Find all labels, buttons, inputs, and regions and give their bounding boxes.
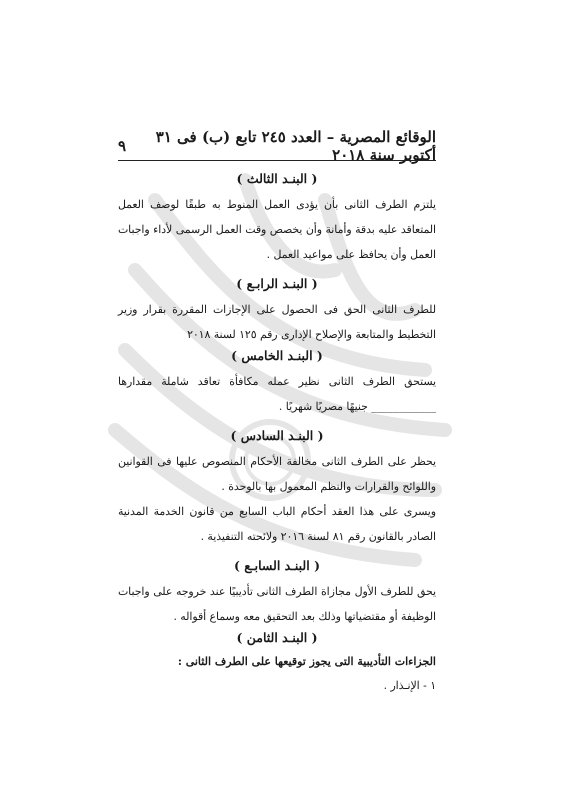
section-heading: ( البنـد الخامس ) bbox=[231, 348, 323, 363]
section-paragraph: يحظر على الطرف الثانى مخالفة الأحكام المنصوص عليها فى القوانين واللوائح والقرارات والنظم المعمول بها بالوحدة . bbox=[118, 455, 436, 493]
header-title: الوقائع المصرية – العدد ٢٤٥ تابع (ب) فى ٣١ أكتوبر سنة ٢٠١٨ bbox=[155, 128, 436, 164]
page-header bbox=[118, 128, 436, 164]
section-heading: ( البنـد الرابـع ) bbox=[236, 276, 318, 291]
document-body bbox=[118, 170, 436, 698]
page-number: ٩ bbox=[118, 137, 127, 155]
section-heading: ( البنـد السابـع ) bbox=[234, 558, 320, 573]
section-paragraph: يلتزم الطرف الثانى بأن يؤدى العمل المنوط به طبقًا لوصف العمل المتعاقد عليه بدقة وأمانة وأن يخصص وقت العمل الرسمى لأداء واجبات العمل وأن يحافظ على مواعيد العمل . bbox=[118, 198, 436, 261]
section-subheading: الجزاءات التأديبية التى يجوز توقيعها على الطرف الثانى : bbox=[177, 655, 436, 668]
header-divider bbox=[118, 160, 436, 161]
section-paragraph: ويسرى على هذا العقد أحكام الباب السابع من قانون الخدمة المدنية الصادر بالقانون رقم ٨١ لسنة ٢٠١٦ ولائحته التنفيذية . bbox=[118, 505, 436, 543]
section-paragraph: للطرف الثانى الحق فى الحصول على الإجازات المقررة بقرار وزير التخطيط والمتابعة والإصلاح الإدارى رقم ١٢٥ لسنة ٢٠١٨ bbox=[118, 303, 436, 341]
section-paragraph: يستحق الطرف الثانى نظير عمله مكافأة تعاقد شاملة مقدارها ____________ جنيهًا مصريًا شهريًا . bbox=[118, 375, 436, 413]
section-heading: ( البنـد الثامن ) bbox=[236, 630, 318, 645]
section-paragraph: ١ - الإنـذار . bbox=[383, 679, 436, 692]
section-heading: ( البنـد الثالث ) bbox=[236, 171, 318, 186]
section-heading: ( البنـد السادس ) bbox=[230, 428, 324, 443]
section-paragraph: يحق للطرف الأول مجازاة الطرف الثانى تأديبيًا عند خروجه على واجبات الوظيفة أو مقتضياتها وذلك بعد التحقيق معه وسماع أقواله . bbox=[118, 585, 436, 623]
